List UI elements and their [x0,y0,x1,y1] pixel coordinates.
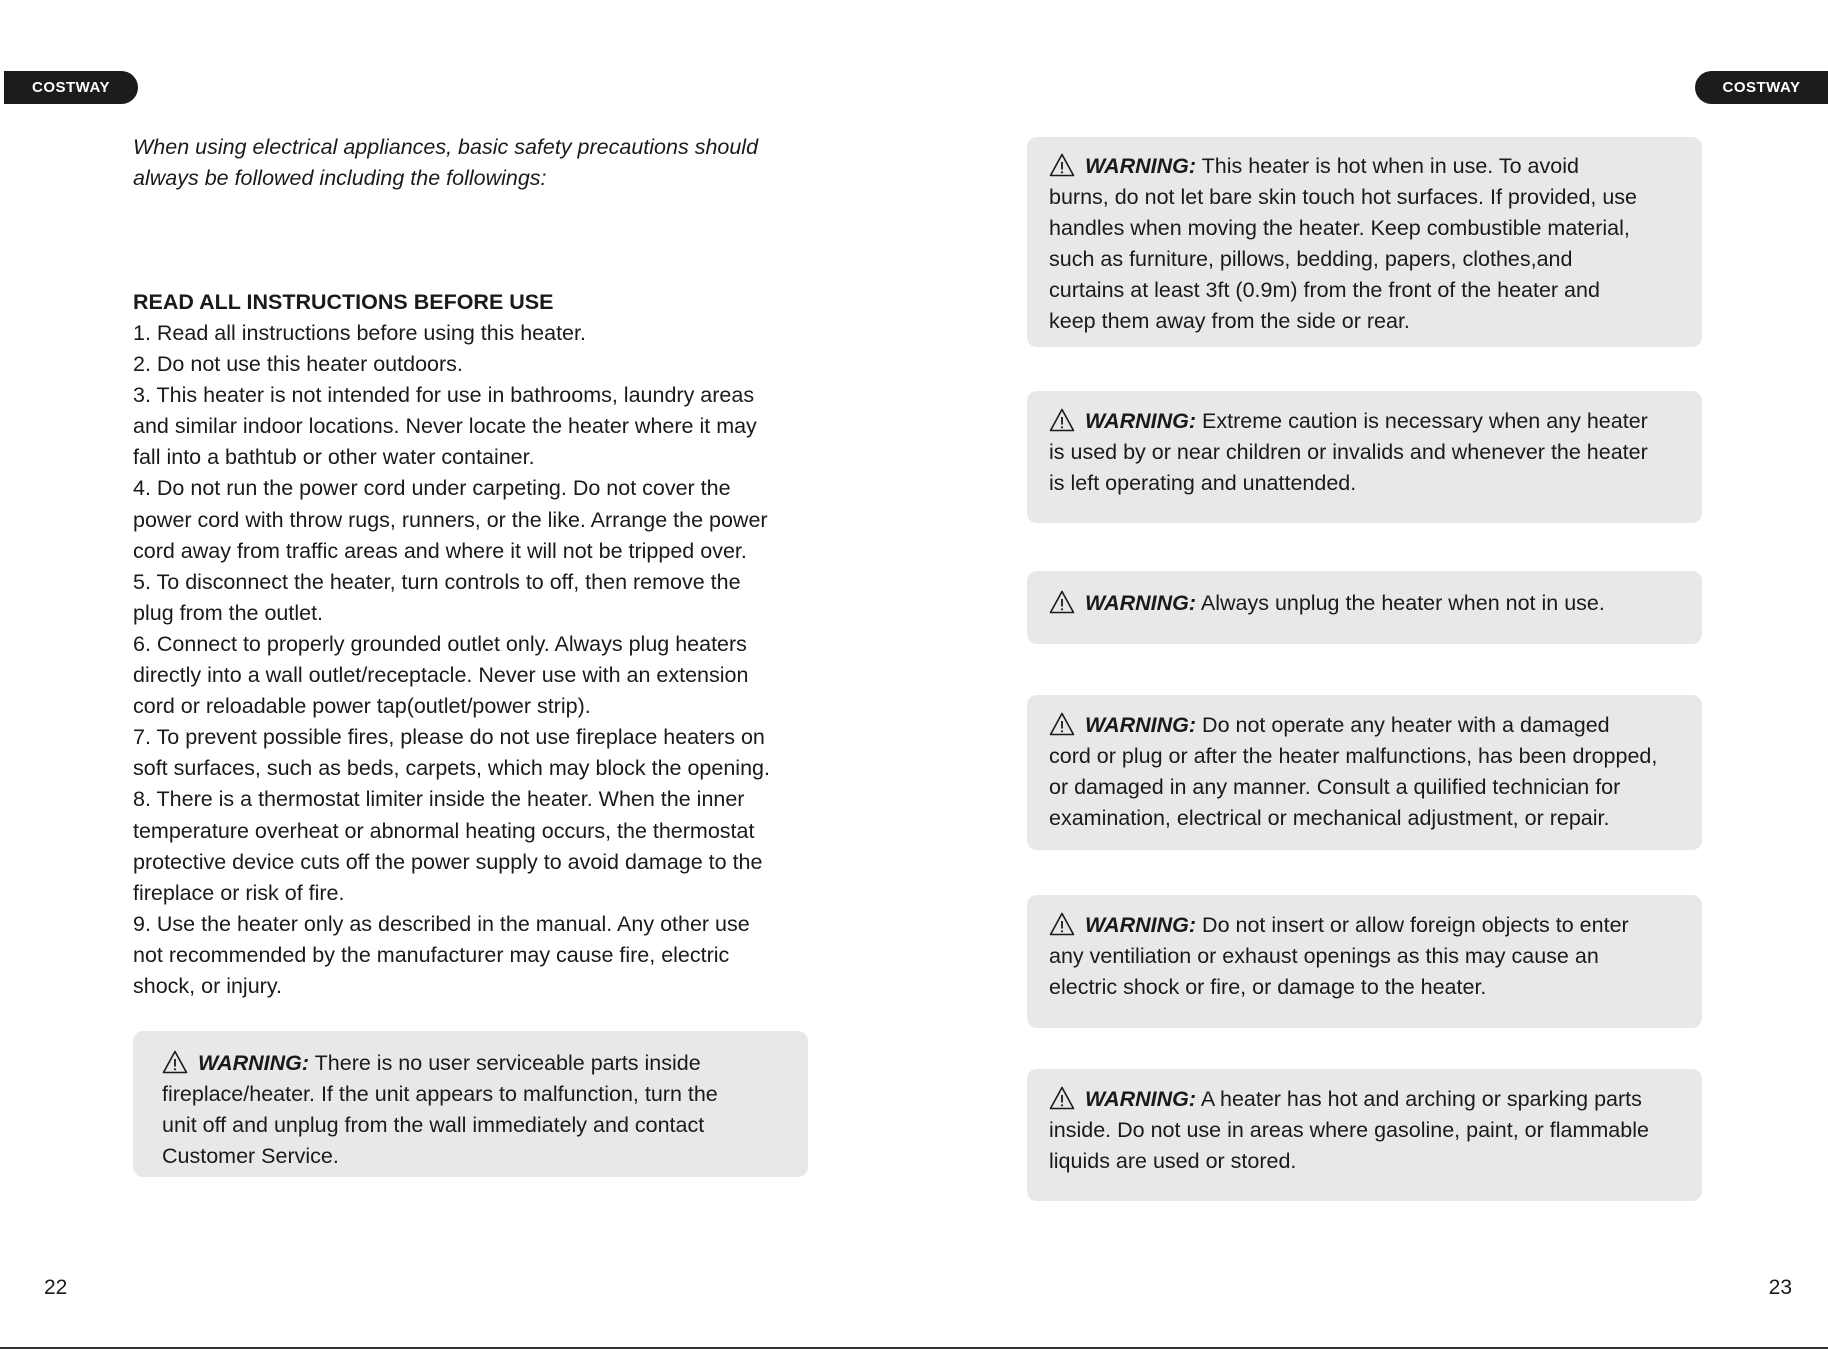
warning-text-line: examination, electrical or mechanical adjustment, or repair. [1049,806,1610,831]
page-number-right: 23 [1768,1276,1792,1299]
warning-box-unplug [1027,571,1702,644]
instruction-line: fall into a bathtub or other water container. [133,445,535,470]
warning-triangle-icon [1049,408,1075,432]
warning-text-line: inside. Do not use in areas where gasoline, paint, or flammable [1049,1118,1649,1143]
warning-text-line: fireplace/heater. If the unit appears to malfunction, turn the [162,1082,718,1107]
warning-label: WARNING: [1085,154,1197,178]
instruction-line: protective device cuts off the power supply to avoid damage to the [133,849,763,874]
instruction-line: 5. To disconnect the heater, turn controls to off, then remove the [133,569,741,594]
warning-text-line: burns, do not let bare skin touch hot surfaces. If provided, use [1049,185,1638,210]
instruction-line: fireplace or risk of fire. [133,880,345,905]
instruction-line: 4. Do not run the power cord under carpeting. Do not cover the [133,476,731,501]
warning-triangle-icon [162,1050,188,1074]
warning-triangle-icon [1049,590,1075,614]
instruction-line: not recommended by the manufacturer may cause fire, electric [133,942,730,967]
warning-text-line: Do not operate any heater with a damaged [1196,713,1610,737]
instruction-line: power cord with throw rugs, runners, or the like. Arrange the power [133,507,768,532]
warning-text-line: unit off and unplug from the wall immediately and contact [162,1113,705,1138]
warning-text-line: any ventiliation or exhaust openings as this may cause an [1049,944,1599,969]
warning-box-foreign-objects [1027,895,1702,1028]
warning-text-line: electric shock or fire, or damage to the heater. [1049,975,1487,1000]
warning-triangle-icon [1049,712,1075,736]
warning-box-service [133,1031,808,1177]
warning-text-line: keep them away from the side or rear. [1049,309,1410,334]
warning-label: WARNING: [1085,713,1197,737]
instruction-line: shock, or injury. [133,973,282,998]
warning-triangle-icon [1049,153,1075,177]
warning-text-line: is used by or near children or invalids and whenever the heater [1049,440,1648,465]
warning-box-damaged-cord [1027,695,1702,850]
intro-text [133,132,823,194]
warning-text-line: handles when moving the heater. Keep combustible material, [1049,216,1630,241]
warning-text-line: Do not insert or allow foreign objects to enter [1196,913,1629,937]
warning-text-line: or damaged in any manner. Consult a quilified technician for [1049,775,1621,800]
warning-text-line: Always unplug the heater when not in use. [1196,591,1605,615]
left-page-content [133,132,823,1002]
warning-box-children [1027,391,1702,523]
warning-text-line: This heater is hot when in use. To avoid [1196,154,1579,178]
warning-text-line: A heater has hot and arching or sparking parts [1196,1087,1642,1111]
instruction-line: soft surfaces, such as beds, carpets, which may block the opening. [133,756,770,781]
instruction-line: directly into a wall outlet/receptacle. Never use with an extension [133,663,749,688]
instruction-line: and similar indoor locations. Never locate the heater where it may [133,414,757,439]
instruction-line: 6. Connect to properly grounded outlet only. Always plug heaters [133,631,747,656]
warning-text-line: is left operating and unattended. [1049,471,1357,496]
warning-label: WARNING: [198,1051,310,1075]
warning-box-hot-surface [1027,137,1702,347]
instruction-line: cord or reloadable power tap(outlet/power strip). [133,694,591,719]
instruction-line: 3. This heater is not intended for use in bathrooms, laundry areas [133,383,755,408]
intro-line: When using electrical appliances, basic safety precautions should [133,135,759,159]
warning-text-line: cord or plug or after the heater malfunctions, has been dropped, [1049,744,1658,769]
warning-text-line: Extreme caution is necessary when any heater [1196,409,1648,433]
warning-box-flammable [1027,1069,1702,1201]
warning-label: WARNING: [1085,409,1197,433]
instruction-line: 9. Use the heater only as described in the manual. Any other use [133,911,750,936]
warning-triangle-icon [1049,912,1075,936]
page-number-left: 22 [44,1276,68,1299]
brand-logo-right: COSTWAY [1695,71,1828,104]
instruction-line: 8. There is a thermostat limiter inside the heater. When the inner [133,787,745,812]
instruction-line: temperature overheat or abnormal heating occurs, the thermostat [133,818,755,843]
warning-text-line: There is no user serviceable parts inside [309,1051,701,1075]
warning-text-line: curtains at least 3ft (0.9m) from the front of the heater and [1049,278,1600,303]
section-heading: READ ALL INSTRUCTIONS BEFORE USE [133,290,554,314]
instruction-line: plug from the outlet. [133,600,324,625]
warning-label: WARNING: [1085,591,1197,615]
instruction-list [133,318,823,1002]
instruction-line: cord away from traffic areas and where it will not be tripped over. [133,538,747,563]
brand-logo-left: COSTWAY [4,71,138,104]
warning-text-line: liquids are used or stored. [1049,1149,1297,1174]
warning-text-line: such as furniture, pillows, bedding, papers, clothes,and [1049,247,1573,272]
instruction-line: 7. To prevent possible fires, please do not use fireplace heaters on [133,725,765,750]
warning-triangle-icon [1049,1086,1075,1110]
instruction-line: 2. Do not use this heater outdoors. [133,352,463,377]
intro-line: always be followed including the followings: [133,166,547,190]
instruction-line: 1. Read all instructions before using this heater. [133,321,586,345]
warning-label: WARNING: [1085,1087,1197,1111]
warning-text-line: Customer Service. [162,1144,339,1169]
warning-label: WARNING: [1085,913,1197,937]
